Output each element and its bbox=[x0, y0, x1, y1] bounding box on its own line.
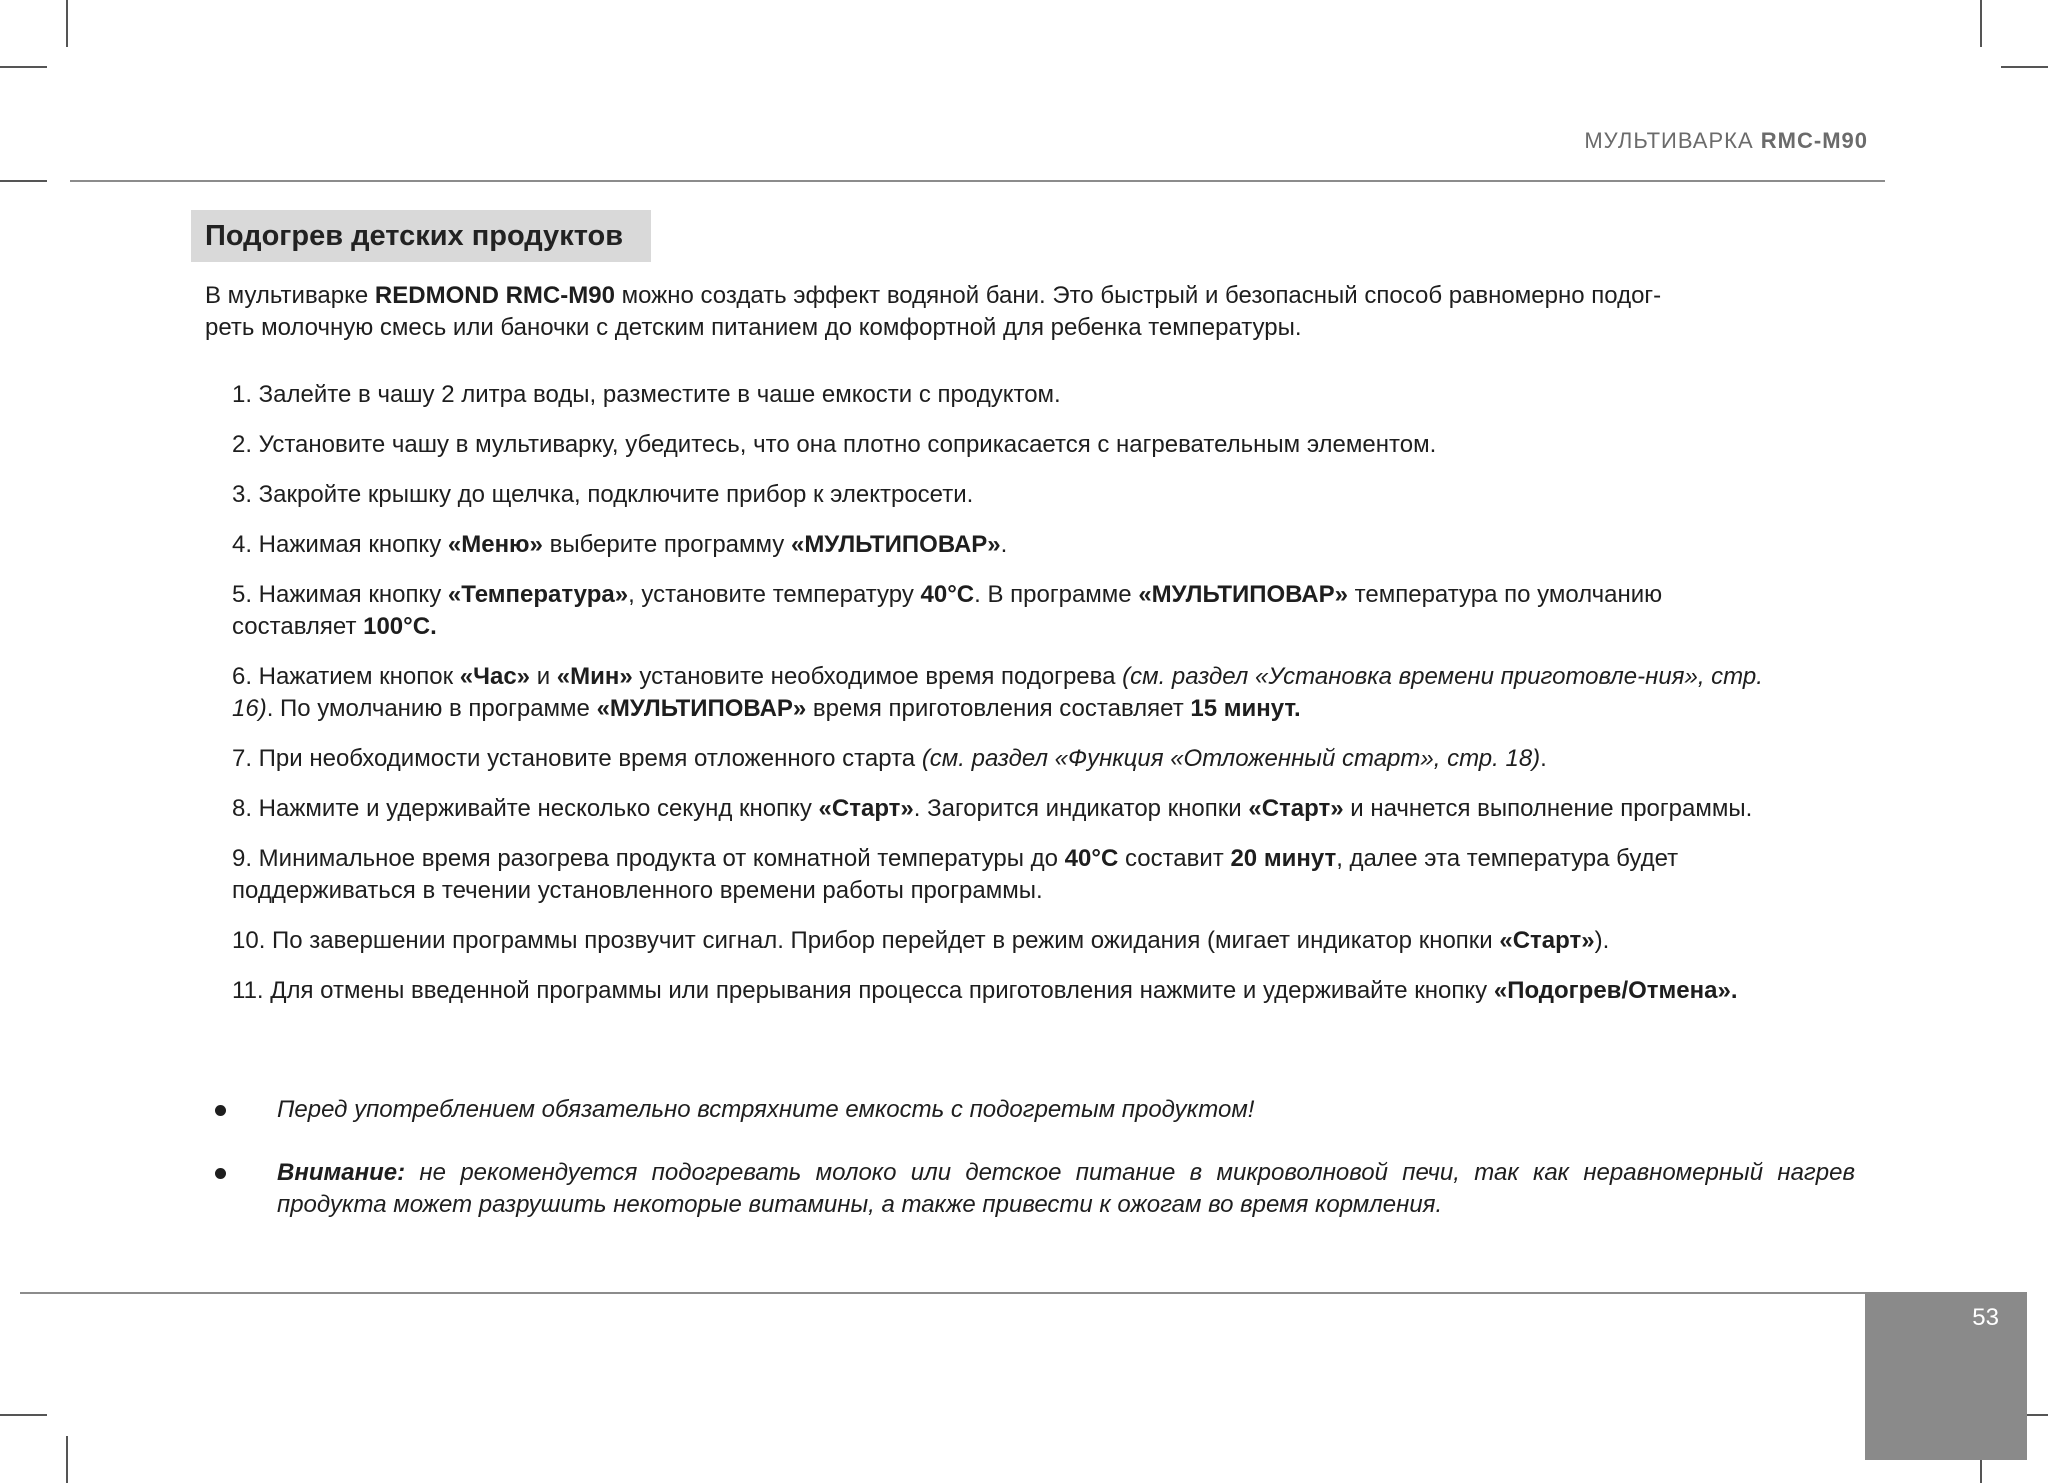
step-item bbox=[232, 479, 1844, 511]
step-emphasis: 40°C bbox=[920, 581, 975, 608]
step-text: . По умолчанию в программе bbox=[266, 695, 597, 722]
step-reference: (см. раздел «Установка времени приготовле-ния», стр. 16) bbox=[232, 663, 1763, 722]
section-title: Подогрев детских продуктов bbox=[191, 210, 651, 262]
step-emphasis: 20 минут bbox=[1230, 845, 1337, 872]
step-emphasis: «Старт» bbox=[1499, 927, 1595, 954]
intro-brand: REDMOND RMC-M90 bbox=[374, 282, 615, 309]
step-text: . bbox=[1000, 531, 1008, 558]
step-text: 9. Минимальное время разогрева продукта от комнатной температуры до bbox=[232, 845, 1065, 872]
crop-mark bbox=[0, 1414, 47, 1416]
product-prefix: МУЛЬТИВАРКА bbox=[1584, 128, 1754, 153]
step-emphasis: «Час» bbox=[459, 663, 531, 690]
step-emphasis: «МУЛЬТИПОВАР» bbox=[790, 531, 1001, 558]
step-text: , установите температуру bbox=[628, 581, 921, 608]
step-emphasis: 100°C. bbox=[363, 613, 437, 640]
step-item bbox=[232, 843, 1844, 907]
step-text: 1. Залейте в чашу 2 литра воды, разместите в чаше емкости с продуктом. bbox=[232, 381, 1061, 408]
step-text: составит bbox=[1118, 845, 1231, 872]
step-text: время приготовления составляет bbox=[806, 695, 1191, 722]
crop-mark bbox=[1980, 0, 1982, 47]
step-text: 6. Нажатием кнопок bbox=[232, 663, 460, 690]
step-text: . В программе bbox=[974, 581, 1139, 608]
step-text: и начнется выполнение программы. bbox=[1343, 795, 1753, 822]
step-text: . bbox=[1540, 745, 1547, 772]
step-text: 4. Нажимая кнопку bbox=[232, 531, 448, 558]
step-text: , далее эта температура будет поддерживаться в течении установленного времени работы программы. bbox=[232, 845, 1679, 904]
note-warning-label: Внимание: bbox=[277, 1159, 406, 1186]
footer-rule bbox=[20, 1292, 1865, 1294]
note-warning-text: не рекомендуется подогревать молоко или детское питание в микроволновой печи, так как неравномерный нагрев продукта может разрушить некоторые витамины, а также привести к ожогам во время кормления. bbox=[277, 1159, 1855, 1218]
step-item bbox=[232, 793, 1844, 825]
note-bullet bbox=[205, 1157, 1855, 1221]
step-emphasis: «Старт» bbox=[1248, 795, 1344, 822]
step-text: 8. Нажмите и удерживайте несколько секунд кнопку bbox=[232, 795, 819, 822]
step-emphasis: «Подогрев/Отмена». bbox=[1493, 977, 1738, 1004]
step-emphasis: 40°C bbox=[1064, 845, 1119, 872]
header-rule bbox=[70, 180, 1885, 182]
step-text: 3. Закройте крышку до щелчка, подключите прибор к электросети. bbox=[232, 481, 974, 508]
step-emphasis: «Температура» bbox=[447, 581, 629, 608]
step-text: установите необходимое время подогрева bbox=[632, 663, 1123, 690]
running-head bbox=[1584, 128, 1868, 154]
intro-paragraph bbox=[205, 280, 1845, 344]
step-item bbox=[232, 661, 1844, 725]
step-text: 11. Для отмены введенной программы или прерывания процесса приготовления нажмите и удерживайте кнопку bbox=[232, 977, 1494, 1004]
crop-mark bbox=[2001, 66, 2048, 68]
intro-text: В мультиварке bbox=[205, 282, 375, 309]
step-item bbox=[232, 743, 1844, 775]
step-emphasis: «Мин» bbox=[556, 663, 633, 690]
step-text: температура по умолчанию составляет bbox=[232, 581, 1663, 640]
step-emphasis: «МУЛЬТИПОВАР» bbox=[596, 695, 807, 722]
crop-mark bbox=[66, 1436, 68, 1483]
crop-mark bbox=[0, 66, 47, 68]
step-reference: (см. раздел «Функция «Отложенный старт», стр. 18) bbox=[921, 745, 1541, 772]
step-text: 10. По завершении программы прозвучит сигнал. Прибор перейдет в режим ожидания (мигает индикатор кнопки bbox=[232, 927, 1500, 954]
bullet-dot-icon bbox=[215, 1168, 226, 1179]
step-text: 5. Нажимая кнопку bbox=[232, 581, 448, 608]
intro-text: можно создать эффект водяной бани. Это быстрый и безопасный способ равномерно подог- bbox=[614, 282, 1662, 309]
step-item bbox=[232, 429, 1844, 461]
step-emphasis: «МУЛЬТИПОВАР» bbox=[1138, 581, 1348, 608]
model-name: RMC-M90 bbox=[1760, 128, 1868, 153]
instruction-steps bbox=[232, 379, 1844, 1007]
step-text: 7. При необходимости установите время отложенного старта bbox=[232, 745, 922, 772]
intro-text: реть молочную смесь или баночки с детским питанием до комфортной для ребенка температуры. bbox=[205, 314, 1302, 341]
step-emphasis: «Старт» bbox=[818, 795, 914, 822]
step-text: . Загорится индикатор кнопки bbox=[913, 795, 1249, 822]
step-text: 2. Установите чашу в мультиварку, убедитесь, что она плотно соприкасается с нагревательным элементом. bbox=[232, 431, 1437, 458]
step-text: ). bbox=[1594, 927, 1610, 954]
bullet-dot-icon bbox=[215, 1105, 226, 1116]
page-number: 53 bbox=[1972, 1304, 1999, 1331]
step-emphasis: 15 минут. bbox=[1190, 695, 1301, 722]
note-text bbox=[277, 1157, 1855, 1221]
step-emphasis: «Меню» bbox=[447, 531, 543, 558]
step-text: выберите программу bbox=[542, 531, 791, 558]
crop-mark bbox=[66, 0, 68, 47]
crop-mark bbox=[0, 180, 47, 182]
note-bullet bbox=[205, 1094, 1855, 1126]
step-item bbox=[232, 975, 1844, 1007]
step-item bbox=[232, 925, 1844, 957]
step-text: и bbox=[530, 663, 557, 690]
note-text: Перед употреблением обязательно встряхните емкость с подогретым продуктом! bbox=[277, 1096, 1255, 1123]
step-item bbox=[232, 379, 1844, 411]
step-item bbox=[232, 579, 1844, 643]
step-item bbox=[232, 529, 1844, 561]
page-number-box bbox=[1865, 1292, 2027, 1460]
